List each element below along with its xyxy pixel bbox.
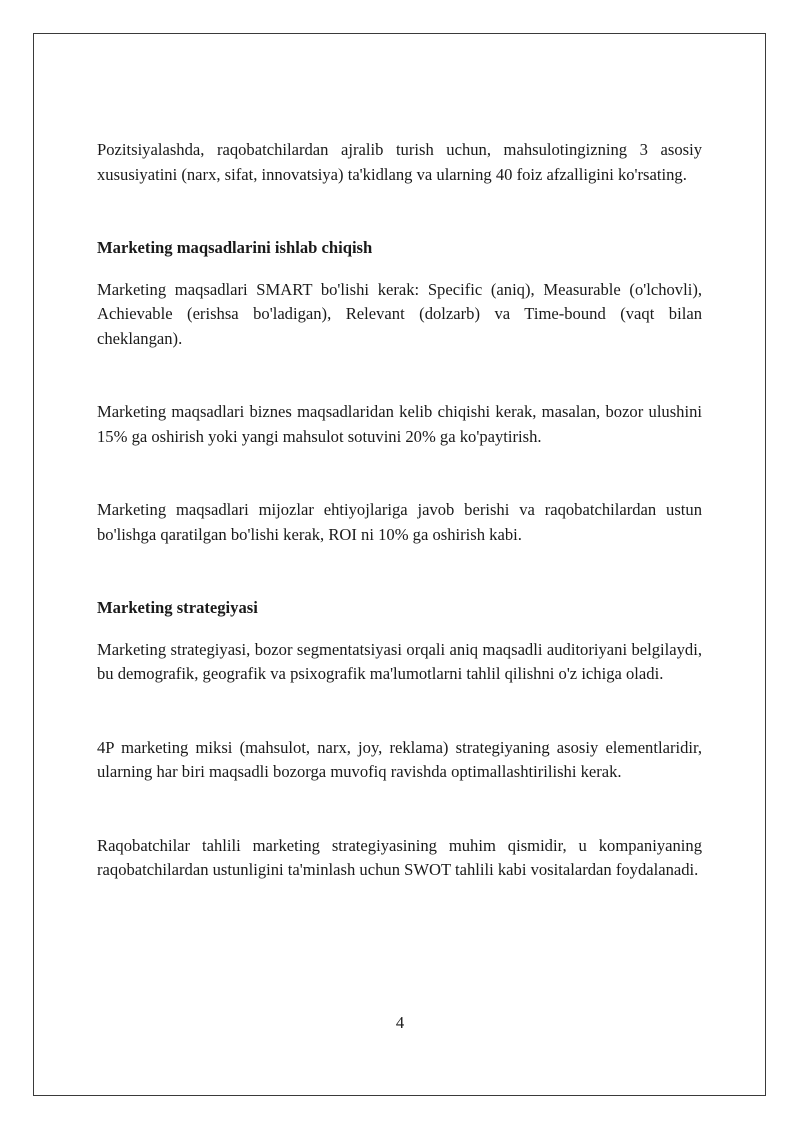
paragraph-customer-needs: Marketing maqsadlari mijozlar ehtiyojlariga javob berishi va raqobatchilardan ustun bo'lishga qaratilgan bo'lishi kerak, ROI ni 10% ga oshirish kabi. xyxy=(97,500,702,544)
paragraph-positioning: Pozitsiyalashda, raqobatchilardan ajralib turish uchun, mahsulotingizning 3 asosiy xususiyatini (narx, sifat, innovatsiya) ta'kidlang va ularning 40 foiz afzalligini ko'rsating. xyxy=(97,140,702,184)
paragraph-4p-mix: 4P marketing miksi (mahsulot, narx, joy, reklama) strategiyaning asosiy elementlaridir, ularning har biri maqsadli bozorga muvofiq ravishda optimallashtirilishi kerak. xyxy=(97,737,702,781)
page-number: 4 xyxy=(395,1013,405,1032)
heading-marketing-goals: Marketing maqsadlarini ishlab chiqish xyxy=(97,238,373,257)
heading-marketing-strategy: Marketing strategiyasi xyxy=(97,598,258,617)
document-body xyxy=(97,138,702,883)
paragraph-segmentation: Marketing strategiyasi, bozor segmentatsiyasi orqali aniq maqsadli auditoriyani belgilaydi, bu demografik, geografik va psixografik ma'lumotlarni tahlil qilishni o'z ichiga oladi. xyxy=(97,639,702,683)
paragraph-smart-goals: Marketing maqsadlari SMART bo'lishi kerak: Specific (aniq), Measurable (o'lchovli), Achievable (erishsa bo'ladigan), Relevant (dolzarb) va Time-bound (vaqt bilan cheklangan). xyxy=(97,279,702,348)
paragraph-business-goals: Marketing maqsadlari biznes maqsadlaridan kelib chiqishi kerak, masalan, bozor ulushini 15% ga oshirish yoki yangi mahsulot sotuvini 20% ga ko'paytirish. xyxy=(97,402,702,446)
paragraph-competitor-analysis: Raqobatchilar tahlili marketing strategiyasining muhim qismidir, u kompaniyaning raqobatchilardan ustunligini ta'minlash uchun SWOT tahlili kabi vositalardan foydalanadi. xyxy=(97,835,702,879)
